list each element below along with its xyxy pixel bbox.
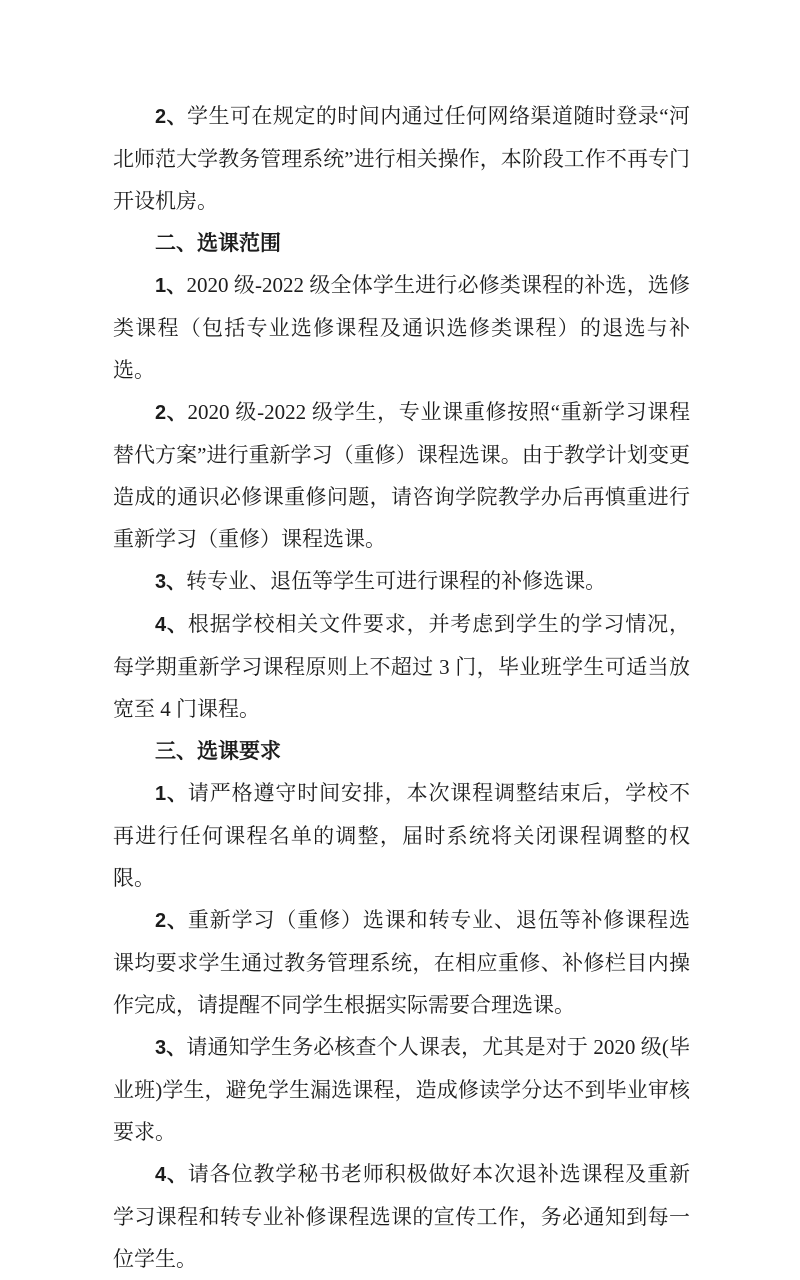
para-scope-2 xyxy=(113,391,690,560)
paragraph-number: 2、 xyxy=(155,402,188,424)
paragraph-number: 4、 xyxy=(155,614,188,636)
paragraph-text: 重新学习（重修）选课和转专业、退伍等补修课程选课均要求学生通过教务管理系统，在相应重修、补修栏目内操作完成，请提醒不同学生根据实际需要合理选课。 xyxy=(113,908,691,1017)
paragraph-number: 1、 xyxy=(155,275,187,297)
paragraph-number: 3、 xyxy=(155,1037,187,1059)
paragraph-text: 学生可在规定的时间内通过任何网络渠道随时登录“河北师范大学教务管理系统”进行相关操作，本阶段工作不再专门开设机房。 xyxy=(113,104,690,213)
paragraph-text: 2020 级-2022 级全体学生进行必修类课程的补选，选修类课程（包括专业选修课程及通识选修类课程）的退选与补选。 xyxy=(113,273,690,382)
paragraph-number: 1、 xyxy=(155,783,188,805)
paragraph-text: 请各位教学秘书老师积极做好本次退补选课程及重新学习课程和转专业补修课程选课的宣传工作，务必通知到每一位学生。 xyxy=(113,1162,691,1271)
paragraph-text: 请严格遵守时间安排，本次课程调整结束后，学校不再进行任何课程名单的调整，届时系统将关闭课程调整的权限。 xyxy=(113,781,691,890)
para-scope-1 xyxy=(113,264,690,391)
paragraph-number: 4、 xyxy=(155,1164,188,1186)
document-page xyxy=(113,95,690,1280)
paragraph-text: 根据学校相关文件要求，并考虑到学生的学习情况，每学期重新学习课程原则上不超过 3 门，毕业班学生可适当放宽至 4 门课程。 xyxy=(113,612,691,721)
paragraph-number: 2、 xyxy=(155,106,188,128)
paragraph-text: 转专业、退伍等学生可进行课程的补修选课。 xyxy=(186,569,607,593)
para-requirement-2 xyxy=(113,899,690,1026)
para-requirement-1 xyxy=(113,772,690,899)
paragraph-text: 2020 级-2022 级学生，专业课重修按照“重新学习课程替代方案”进行重新学习（重修）课程选课。由于教学计划变更造成的通识必修课重修问题，请咨询学院教学办后再慎重进行重新学习（重修）课程选课。 xyxy=(113,400,691,551)
paragraph-text: 请通知学生务必核查个人课表，尤其是对于 2020 级(毕业班)学生，避免学生漏选课程，造成修读学分达不到毕业审核要求。 xyxy=(113,1035,691,1144)
heading-section-2-scope: 二、选课范围 xyxy=(155,231,281,255)
paragraph-number: 2、 xyxy=(155,910,188,932)
paragraph-number: 3、 xyxy=(155,571,187,593)
para-scope-3 xyxy=(113,560,690,603)
para-online-access xyxy=(113,95,690,222)
para-requirement-4 xyxy=(113,1153,690,1280)
para-scope-4 xyxy=(113,603,690,730)
para-requirement-3 xyxy=(113,1026,690,1153)
heading-section-3-requirements: 三、选课要求 xyxy=(155,739,281,763)
